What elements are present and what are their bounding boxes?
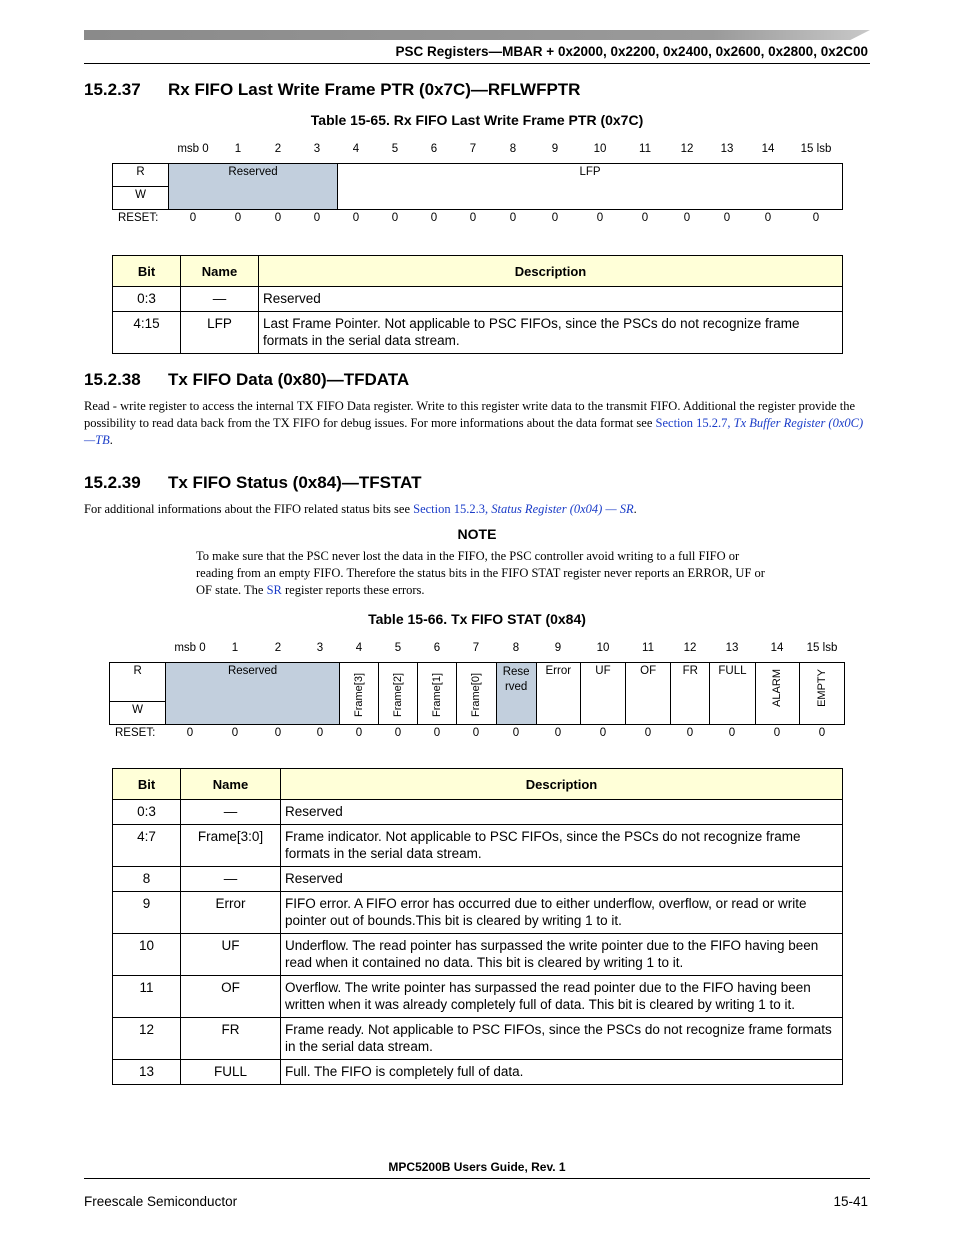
reset-value-3: 0: [313, 212, 321, 224]
name-cell: —: [181, 867, 281, 892]
name-cell: —: [181, 287, 259, 312]
bit-cell: 0:3: [113, 287, 181, 312]
field-error: Error: [536, 663, 580, 725]
table-row: [113, 287, 843, 312]
bit-cell: 12: [113, 1018, 181, 1060]
bit-number-6: 6: [433, 642, 441, 654]
table-row: [113, 800, 843, 825]
table-row: [113, 312, 843, 354]
bit-number-9: 9: [551, 143, 559, 155]
running-header: PSC Registers—MBAR + 0x2000, 0x2200, 0x2400, 0x2600, 0x2800, 0x2C00: [395, 44, 868, 59]
link-tx-buffer-register[interactable]: Tx Buffer Register (0x0C)—TB: [84, 416, 864, 447]
reset-value-10: 0: [599, 727, 607, 739]
field-reserved: Reserved: [166, 663, 340, 725]
comma: ,: [727, 416, 734, 430]
bit-cell: 8: [113, 867, 181, 892]
bit-number-8: 8: [509, 143, 517, 155]
note-heading: NOTE: [457, 526, 497, 542]
bit-number-3: 3: [316, 642, 324, 654]
table-caption-15-65: Table 15-65. Rx FIFO Last Write Frame PTR (0x7C): [310, 112, 644, 128]
table-row: [113, 892, 843, 934]
col-header-name: Name: [181, 769, 281, 800]
bit-number-3: 3: [313, 143, 321, 155]
section-heading-15-2-37: [84, 80, 580, 100]
reset-value-14: 0: [773, 727, 781, 739]
description-cell: Frame ready. Not applicable to PSC FIFOs, since the PSCs do not recognize frame formats in the serial data stream.: [281, 1018, 843, 1060]
reset-value-11: 0: [641, 212, 649, 224]
reset-value-15: 0: [818, 727, 826, 739]
reset-value-5: 0: [394, 727, 402, 739]
bit-number-5: 5: [394, 642, 402, 654]
reset-value-2: 0: [274, 212, 282, 224]
bit-number-0: msb 0: [177, 143, 209, 155]
description-table-tfstat: [112, 768, 843, 1085]
reset-value-2: 0: [274, 727, 282, 739]
col-header-description: Description: [281, 769, 843, 800]
field-full: FULL: [710, 663, 755, 725]
field-frame2-label: Frame[2]: [392, 672, 405, 717]
field-frame0: [457, 663, 496, 725]
reset-value-4: 0: [355, 727, 363, 739]
table-row: [113, 934, 843, 976]
description-cell: Last Frame Pointer. Not applicable to PSC FIFOs, since the PSCs do not recognize frame formats in the serial data stream.: [259, 312, 843, 354]
section-heading-15-2-39: [84, 473, 421, 493]
name-cell: Frame[3:0]: [181, 825, 281, 867]
name-cell: OF: [181, 976, 281, 1018]
bit-number-15: 15 lsb: [806, 642, 838, 654]
bit-number-11: 11: [642, 642, 654, 654]
field-reserved-bit8-a: Rese: [502, 666, 530, 678]
footer-doc-title: MPC5200B Users Guide, Rev. 1: [388, 1160, 566, 1174]
field-of: OF: [626, 663, 671, 725]
reset-value-13: 0: [723, 212, 731, 224]
comma: ,: [485, 502, 492, 516]
bit-cell: 9: [113, 892, 181, 934]
reset-label: RESET:: [118, 212, 159, 224]
reset-value-15: 0: [812, 212, 820, 224]
col-header-bit: Bit: [113, 769, 181, 800]
reset-value-14: 0: [764, 212, 772, 224]
table-row: [113, 825, 843, 867]
link-section-15-2-3[interactable]: Section 15.2.3: [413, 502, 485, 516]
section-title: Tx FIFO Data (0x80)—TFDATA: [168, 370, 410, 389]
footer-rule: [84, 1178, 870, 1179]
reset-label: RESET:: [115, 727, 156, 739]
reset-value-0: 0: [186, 727, 194, 739]
link-status-register[interactable]: Status Register (0x04) — SR: [491, 502, 634, 516]
paragraph-tfdata: [84, 398, 870, 449]
section-title: Rx FIFO Last Write Frame PTR (0x7C)—RFLWFPTR: [168, 80, 581, 99]
description-cell: Reserved: [259, 287, 843, 312]
row-label-r: R: [113, 164, 169, 187]
reset-value-3: 0: [316, 727, 324, 739]
note-text-a: To make sure that the PSC never lost the data in the FIFO, the PSC controller avoid writing to a full FIFO or reading from an empty FIFO. Therefore the status bits in the FIFO STAT register never reports an ERROR, UF or OF state. The: [196, 549, 765, 597]
field-frame3-label: Frame[3]: [353, 672, 365, 717]
reset-value-10: 0: [596, 212, 604, 224]
bit-number-1: 1: [234, 143, 242, 155]
row-label-r: R: [110, 663, 166, 702]
table-row: [113, 1018, 843, 1060]
bit-cell: 0:3: [113, 800, 181, 825]
field-reserved-bit8-b: rved: [504, 681, 528, 693]
section-number: 15.2.37: [84, 80, 141, 99]
bit-number-4: 4: [355, 642, 363, 654]
bit-number-12: 12: [683, 642, 697, 654]
bit-cell: 4:15: [113, 312, 181, 354]
paragraph-text: Read - write register to access the internal TX FIFO Data register. Write to this register write data to the transmit FIFO. Additional the register provide the possibility to read data back from the TX FIFO for debug issues. For more informations about the data format see: [84, 399, 856, 430]
bit-number-4: 4: [352, 143, 360, 155]
paragraph-tfstat: [84, 501, 870, 518]
row-label-w: W: [113, 187, 169, 210]
description-cell: Reserved: [281, 800, 843, 825]
bit-cell: 11: [113, 976, 181, 1018]
section-title: Tx FIFO Status (0x84)—TFSTAT: [168, 473, 422, 492]
reset-value-9: 0: [551, 212, 559, 224]
field-frame0-label: Frame[0]: [470, 672, 483, 717]
bit-cell: 13: [113, 1060, 181, 1085]
field-fr: FR: [671, 663, 710, 725]
bit-number-12: 12: [680, 143, 694, 155]
name-cell: Error: [181, 892, 281, 934]
section-number: 15.2.39: [84, 473, 141, 492]
reset-value-9: 0: [554, 727, 562, 739]
bit-number-1: 1: [231, 642, 239, 654]
table-row: [113, 867, 843, 892]
bit-cell: 4:7: [113, 825, 181, 867]
period: .: [633, 502, 637, 516]
reset-value-0: 0: [189, 212, 197, 224]
bit-number-10: 10: [593, 143, 607, 155]
bit-number-5: 5: [391, 143, 399, 155]
field-frame1: [418, 663, 457, 725]
reset-value-11: 0: [644, 727, 652, 739]
field-lfp: LFP: [338, 164, 843, 210]
bit-number-0: msb 0: [174, 642, 206, 654]
field-frame3: [339, 663, 378, 725]
header-bar: [84, 30, 870, 40]
name-cell: FR: [181, 1018, 281, 1060]
description-cell: Overflow. The write pointer has surpassed the read pointer due to the FIFO having been written when it was already completely full of data. This bit is cleared by writing 1 to it.: [281, 976, 843, 1018]
table-caption-15-66: Table 15-66. Tx FIFO STAT (0x84): [368, 611, 586, 627]
name-cell: FULL: [181, 1060, 281, 1085]
section-heading-15-2-38: [84, 370, 409, 390]
bit-number-11: 11: [639, 143, 651, 155]
field-alarm: [755, 663, 799, 725]
reset-value-8: 0: [512, 727, 520, 739]
register-map-tfstat: [109, 662, 845, 725]
name-cell: —: [181, 800, 281, 825]
name-cell: UF: [181, 934, 281, 976]
bit-number-14: 14: [770, 642, 784, 654]
bit-number-7: 7: [472, 642, 480, 654]
col-header-description: Description: [259, 256, 843, 287]
bit-cell: 10: [113, 934, 181, 976]
field-reserved-bit8: [496, 663, 536, 725]
reset-value-1: 0: [234, 212, 242, 224]
bit-number-2: 2: [274, 642, 282, 654]
bit-number-8: 8: [512, 642, 520, 654]
table-row: [113, 976, 843, 1018]
table-row: [113, 1060, 843, 1085]
field-reserved: Reserved: [169, 164, 338, 210]
description-cell: FIFO error. A FIFO error has occurred due to either underflow, overflow, or read or write pointer out of bounds.This bit is cleared by writing 1 to it.: [281, 892, 843, 934]
bit-number-13: 13: [725, 642, 739, 654]
reset-value-6: 0: [430, 212, 438, 224]
reset-value-7: 0: [469, 212, 477, 224]
reset-value-1: 0: [231, 727, 239, 739]
description-cell: Frame indicator. Not applicable to PSC FIFOs, since the PSCs do not recognize frame formats in the serial data stream.: [281, 825, 843, 867]
footer-page-number: 15-41: [833, 1194, 868, 1209]
description-table-rflwfptr: [112, 255, 843, 354]
bit-number-7: 7: [469, 143, 477, 155]
bit-number-13: 13: [720, 143, 734, 155]
reset-value-4: 0: [352, 212, 360, 224]
reset-value-5: 0: [391, 212, 399, 224]
link-section-15-2-7[interactable]: Section 15.2.7: [655, 416, 728, 430]
field-empty-label: EMPTY: [815, 669, 828, 707]
reset-value-7: 0: [472, 727, 480, 739]
field-uf: UF: [580, 663, 625, 725]
col-header-name: Name: [181, 256, 259, 287]
field-frame1-label: Frame[1]: [431, 672, 444, 717]
link-sr[interactable]: SR: [266, 583, 282, 597]
reset-value-12: 0: [686, 727, 694, 739]
period: .: [109, 433, 113, 447]
name-cell: LFP: [181, 312, 259, 354]
note-text: [196, 548, 776, 599]
reset-value-6: 0: [433, 727, 441, 739]
register-map-rflwfptr: [112, 163, 843, 210]
bit-number-6: 6: [430, 143, 438, 155]
description-cell: Underflow. The read pointer has surpassed the write pointer due to the FIFO having been read when it contained no data. This bit is cleared by writing 1 to it.: [281, 934, 843, 976]
note-text-b: register reports these errors.: [281, 583, 425, 597]
reset-value-8: 0: [509, 212, 517, 224]
paragraph-text: For additional informations about the FIFO related status bits see: [84, 502, 414, 516]
reset-value-12: 0: [683, 212, 691, 224]
field-alarm-label: ALARM: [771, 669, 784, 707]
description-cell: Full. The FIFO is completely full of data.: [281, 1060, 843, 1085]
description-cell: Reserved: [281, 867, 843, 892]
field-empty: [799, 663, 844, 725]
bit-number-14: 14: [761, 143, 775, 155]
bit-number-10: 10: [596, 642, 610, 654]
col-header-bit: Bit: [113, 256, 181, 287]
field-frame2: [379, 663, 418, 725]
row-label-w: W: [110, 702, 166, 725]
footer-company: Freescale Semiconductor: [84, 1194, 238, 1209]
bit-number-15: 15 lsb: [800, 143, 832, 155]
section-number: 15.2.38: [84, 370, 141, 389]
bit-number-2: 2: [274, 143, 282, 155]
bit-number-9: 9: [554, 642, 562, 654]
header-rule: [84, 63, 870, 64]
reset-value-13: 0: [728, 727, 736, 739]
